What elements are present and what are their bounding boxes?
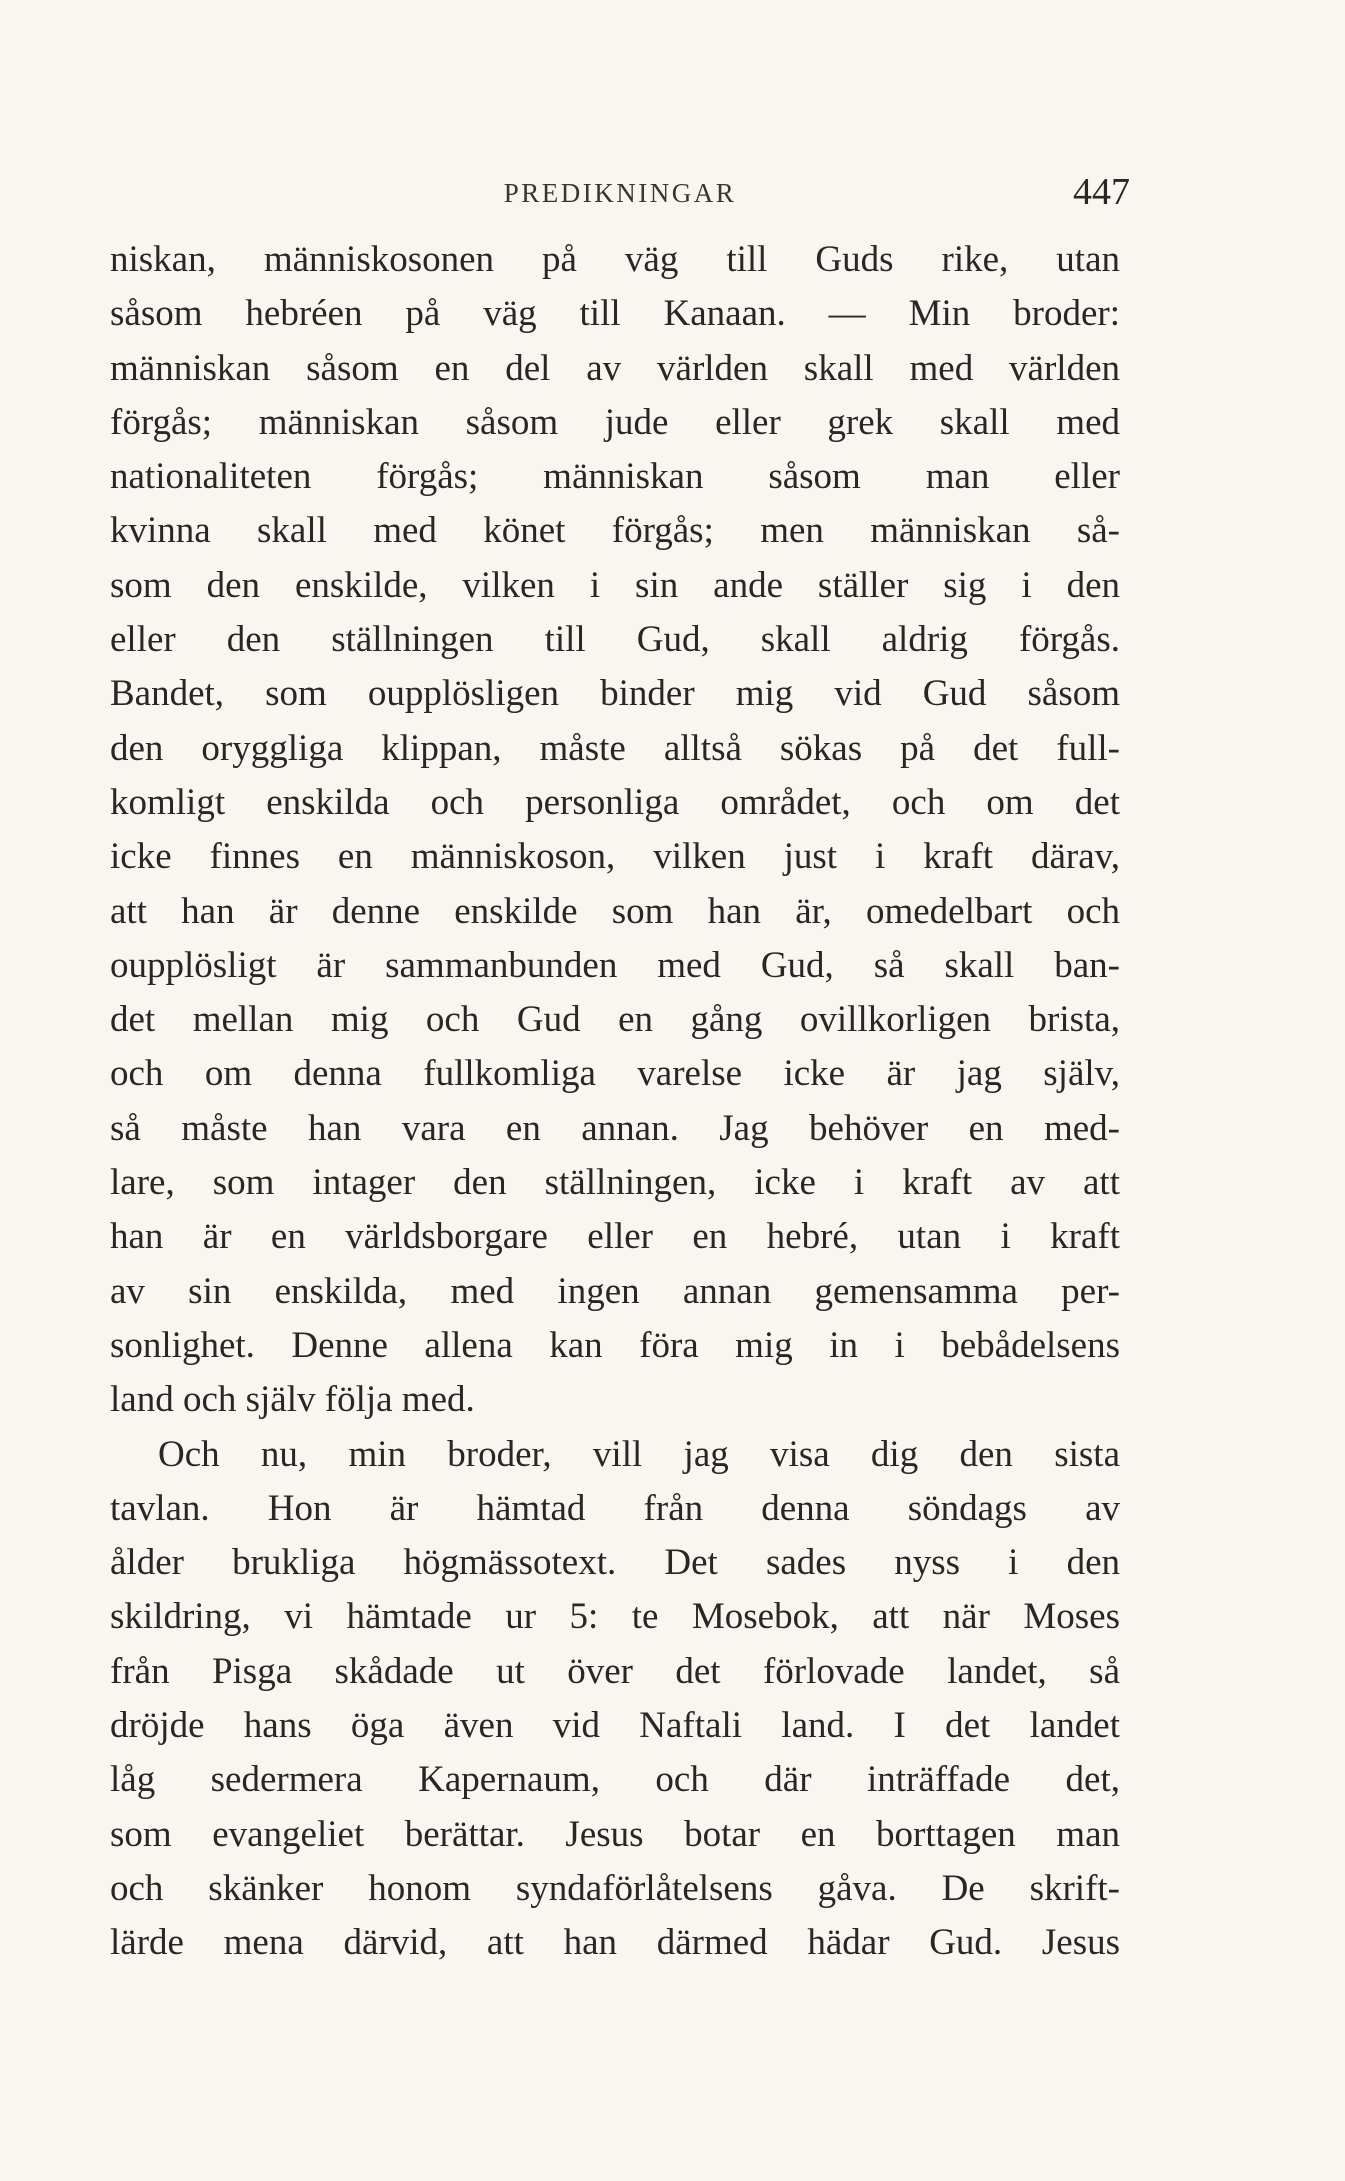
text-line: lare, som intager den ställningen, icke i kraft av att: [110, 1162, 1120, 1204]
paragraph-end-line: land och själv följa med.: [110, 1379, 475, 1421]
text-line: komligt enskilda och personliga området, och om det: [110, 781, 1120, 823]
text-line: låg sedermera Kapernaum, och där inträffade det,: [110, 1759, 1120, 1801]
text-line: oupplösligt är sammanbunden med Gud, så skall ban-: [110, 944, 1120, 986]
text-line: icke finnes en människoson, vilken just i kraft därav,: [110, 836, 1120, 878]
text-line: kvinna skall med könet förgås; men människan så-: [110, 510, 1120, 552]
text-line: sonlighet. Denne allena kan föra mig in i bebådelsens: [110, 1324, 1120, 1366]
paragraph-start-line: Och nu, min broder, vill jag visa dig den sista: [158, 1433, 1120, 1475]
text-line: det mellan mig och Gud en gång ovillkorligen brista,: [110, 999, 1120, 1041]
body-text: [110, 233, 1120, 1971]
text-line: att han är denne enskilde som han är, omedelbart och: [110, 890, 1120, 932]
text-line: lärde mena därvid, att han därmed hädar Gud. Jesus: [110, 1922, 1120, 1964]
text-line: så måste han vara en annan. Jag behöver en med-: [110, 1107, 1120, 1149]
text-line: niskan, människosonen på väg till Guds rike, utan: [110, 239, 1120, 280]
text-line: skildring, vi hämtade ur 5: te Mosebok, att när Moses: [110, 1596, 1120, 1638]
running-head: PREDIKNINGAR: [503, 178, 737, 208]
text-line: av sin enskilda, med ingen annan gemensamma per-: [110, 1270, 1120, 1312]
text-line: tavlan. Hon är hämtad från denna söndags av: [110, 1487, 1120, 1529]
text-line: eller den ställningen till Gud, skall aldrig förgås.: [110, 619, 1120, 661]
text-line: och skänker honom syndaförlåtelsens gåva. De skrift-: [110, 1867, 1120, 1909]
text-line: som den enskilde, vilken i sin ande ställer sig i den: [110, 564, 1120, 606]
text-line: från Pisga skådade ut över det förlovade landet, så: [110, 1650, 1120, 1692]
text-line: såsom hebréen på väg till Kanaan. — Min broder:: [110, 293, 1120, 335]
page-header: [110, 162, 1130, 222]
page-number: 447: [1073, 171, 1130, 213]
text-line: människan såsom en del av världen skall med världen: [110, 347, 1120, 389]
text-line: förgås; människan såsom jude eller grek skall med: [110, 401, 1120, 443]
text-line: han är en världsborgare eller en hebré, utan i kraft: [110, 1216, 1120, 1258]
text-line: som evangeliet berättar. Jesus botar en borttagen man: [110, 1813, 1120, 1855]
text-line: och om denna fullkomliga varelse icke är jag själv,: [110, 1053, 1120, 1095]
text-line: ålder brukliga högmässotext. Det sades nyss i den: [110, 1542, 1120, 1584]
text-line: nationaliteten förgås; människan såsom man eller: [110, 456, 1120, 498]
text-line: dröjde hans öga även vid Naftali land. I det landet: [110, 1705, 1120, 1747]
text-line: den oryggliga klippan, måste alltså sökas på det full-: [110, 727, 1120, 769]
text-line: Bandet, som oupplösligen binder mig vid Gud såsom: [110, 673, 1120, 715]
